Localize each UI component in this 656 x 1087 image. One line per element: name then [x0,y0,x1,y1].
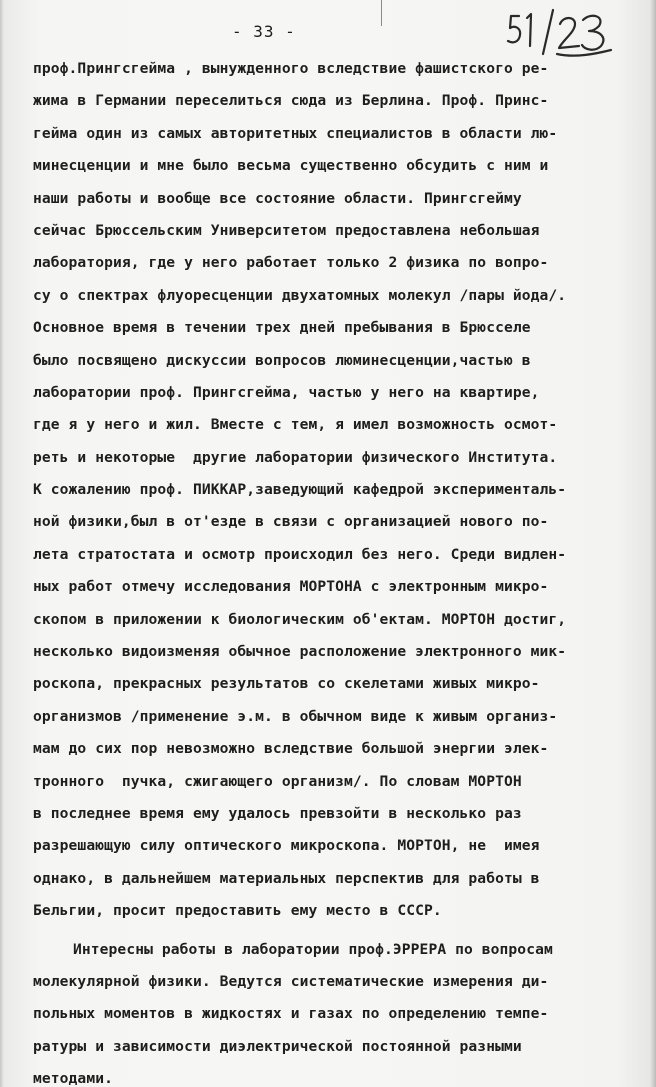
text-line: жима в Германии переселиться сюда из Берлина. Проф. Принс- [33,92,549,110]
document-text [33,53,653,1087]
text-line: гейма один из самых авторитетных специалистов в области лю- [33,124,558,142]
text-line: роскопа, прекрасных результатов со скелетами живых микро- [33,675,540,693]
text-line: однако, в дальнейшем материальных перспектив для работы в [33,869,540,887]
text-line: лаборатории проф. Прингсгейма, частью у него на квартире, [33,383,540,401]
text-line: К сожалению проф. ПИККАР,заведующий кафедрой эксперименталь- [33,481,567,499]
scan-edge-left [0,0,4,1087]
text-line: реть и некоторые другие лаборатории физического Института. [33,448,558,466]
text-line: сейчас Брюссельским Университетом предоставлена небольшая [33,221,540,239]
paragraph-1 [33,53,653,928]
text-line: лаборатория, где у него работает только 2 физика по вопро- [33,254,549,272]
text-line: разрешающую силу оптического микроскопа. МОРТОН, не имея [33,837,540,855]
text-line: проф.Прингсгейма , вынужденного вследствие фашистского ре- [33,60,549,77]
scan-edge-right [650,0,656,1087]
text-line: Основное время в течении трех дней пребывания в Брюсселе [33,319,531,337]
text-line: минесценции и мне было весьма существенно обсудить с ним и [33,157,549,175]
page-number: - 33 - [232,22,296,41]
text-line: Бельгии, просит предоставить ему место в СССР. [33,902,442,920]
text-line: организмов /применение э.м. в обычном виде к живым организ- [33,707,558,725]
paper-crease [381,0,382,26]
text-line: польных моментов в жидкостях и газах по определению темпе- [33,1005,549,1023]
text-line: молекулярной физики. Ведутся систематические измерения ди- [33,972,549,990]
text-line: Интересны работы в лаборатории проф.ЭРРЕРА по вопросам [73,940,553,958]
text-line: методами. [33,1070,113,1087]
text-line: несколько видоизменяя обычное расположение электронного мик- [33,643,567,661]
text-line: ной физики,был в от'езде в связи с организацией нового по- [33,513,549,531]
text-line: ратуры и зависимости диэлектрической постоянной разными [33,1037,522,1055]
text-line: в последнее время ему удалось превзойти в несколько раз [33,804,522,822]
text-line: лета стратостата и осмотр происходил без него. Среди видлен- [33,545,567,563]
text-line: где я у него и жил. Вместе с тем, я имел возможность осмот- [33,416,558,434]
text-line: наши работы и вообще все состояние области. Прингсгейму [33,189,522,207]
text-line: было посвящено дискуссии вопросов люминесценции,частью в [33,351,531,369]
text-line: ных работ отмечу исследования МОРТОНА с электронным микро- [33,578,549,596]
text-line: су о спектрах флуоресценции двухатомных молекул /пары йода/. [33,286,567,304]
text-line: скопом в приложении к биологическим об'ектам. МОРТОН достиг, [33,610,567,628]
text-line: мам до сих пор невозможно вследствие большой энергии элек- [33,740,549,758]
text-line: тронного пучка, сжигающего организм/. По словам МОРТОН [33,772,522,790]
paragraph-2 [33,934,653,1087]
